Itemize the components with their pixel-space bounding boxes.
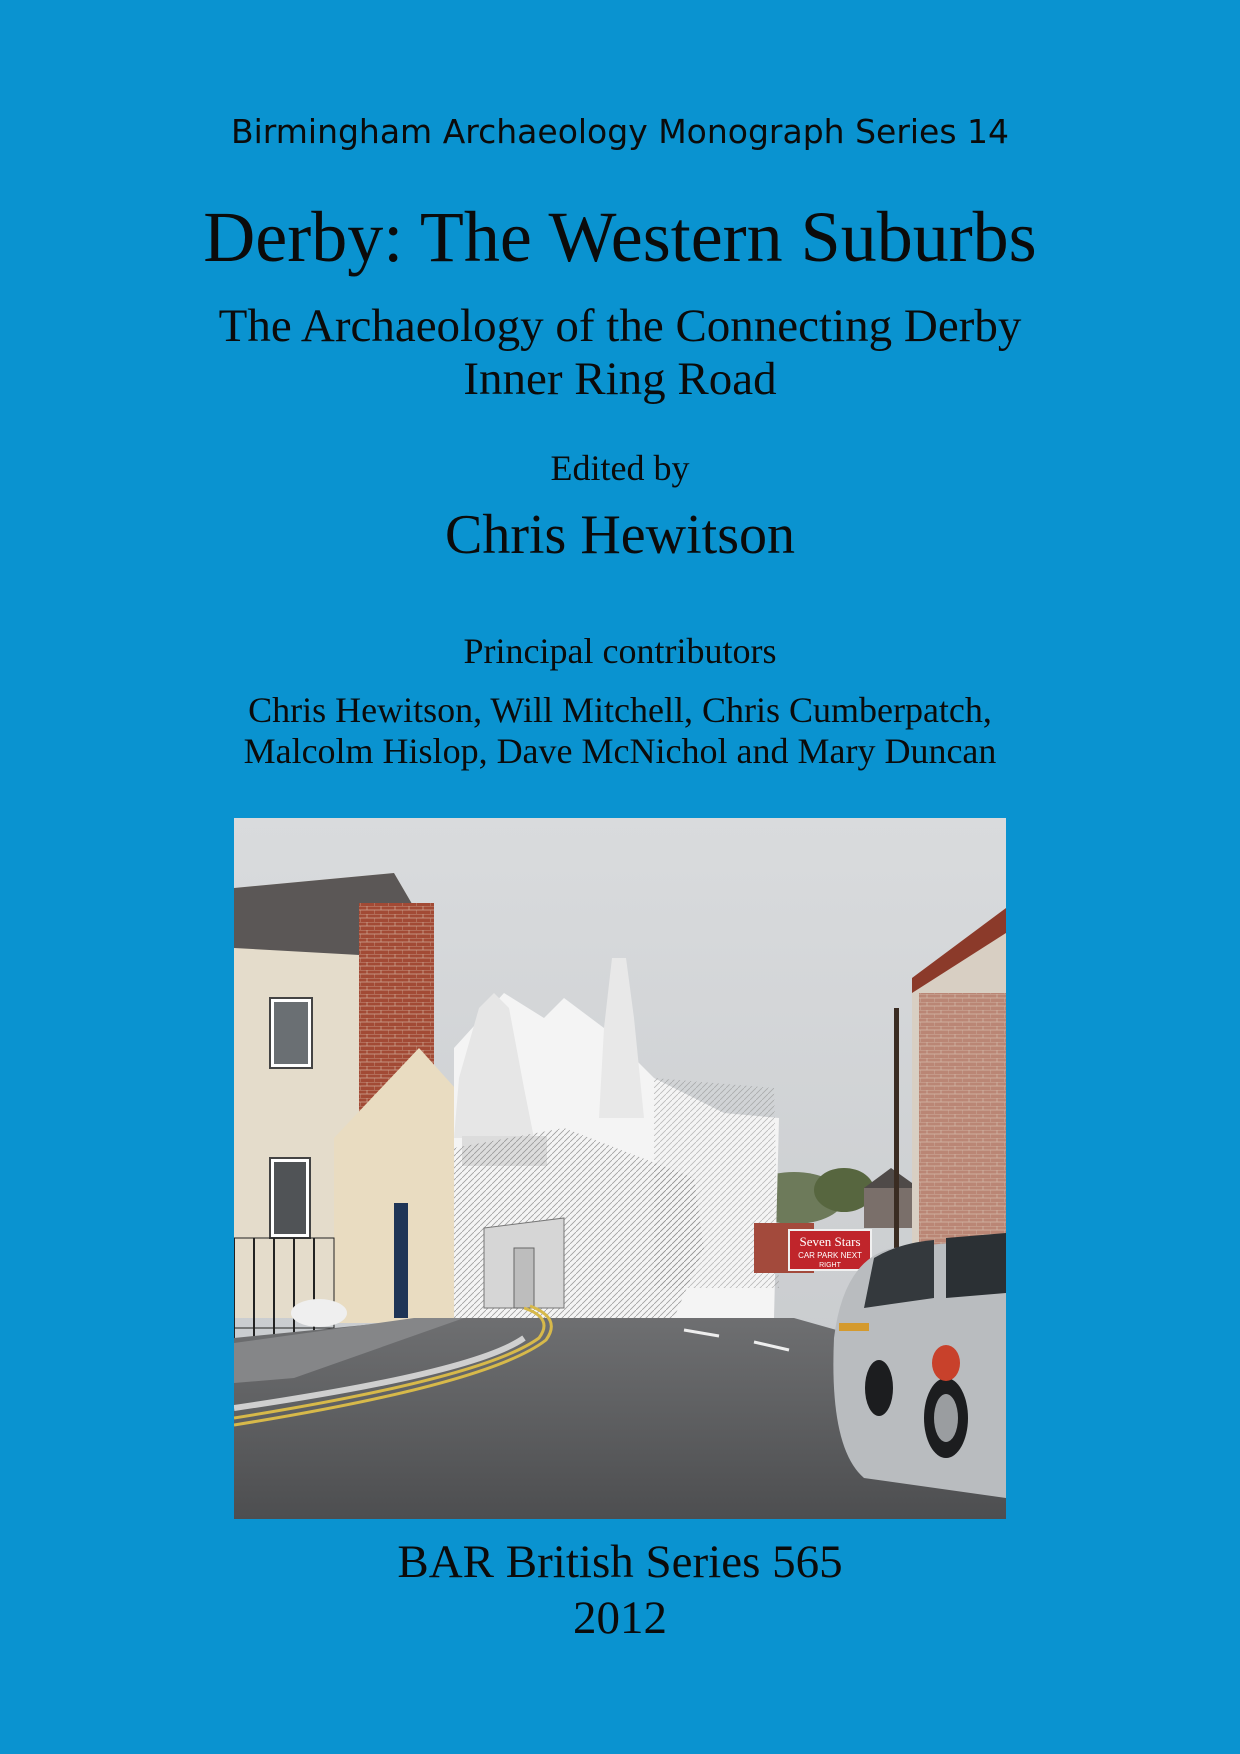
silver-car [833, 1233, 1006, 1498]
cover-photo [234, 818, 1006, 1519]
series-line: Birmingham Archaeology Monograph Series 14 [230, 112, 1010, 151]
publisher-series: BAR British Series 565 [397, 1536, 843, 1588]
publication-year: 2012 [573, 1592, 667, 1644]
book-subtitle [0, 300, 1240, 406]
subtitle-line-1: The Archaeology of the Connecting Derby [218, 300, 1022, 352]
contributors-list [0, 690, 1240, 772]
contributors-line-1: Chris Hewitson, Will Mitchell, Chris Cumberpatch, [248, 690, 992, 730]
edited-by-label: Edited by [550, 448, 690, 488]
pub-sign [754, 1223, 871, 1273]
sign-line-3: RIGHT [819, 1262, 841, 1269]
sign-line-2: CAR PARK NEXT [798, 1251, 862, 1260]
contributors-heading: Principal contributors [463, 631, 777, 671]
sign-line-1: Seven Stars [799, 1234, 861, 1249]
editor-name: Chris Hewitson [445, 504, 795, 566]
book-title: Derby: The Western Suburbs [203, 197, 1037, 277]
contributors-line-2: Malcolm Hislop, Dave McNichol and Mary Duncan [243, 731, 997, 771]
subtitle-line-2: Inner Ring Road [463, 353, 777, 405]
left-building [234, 873, 464, 1343]
